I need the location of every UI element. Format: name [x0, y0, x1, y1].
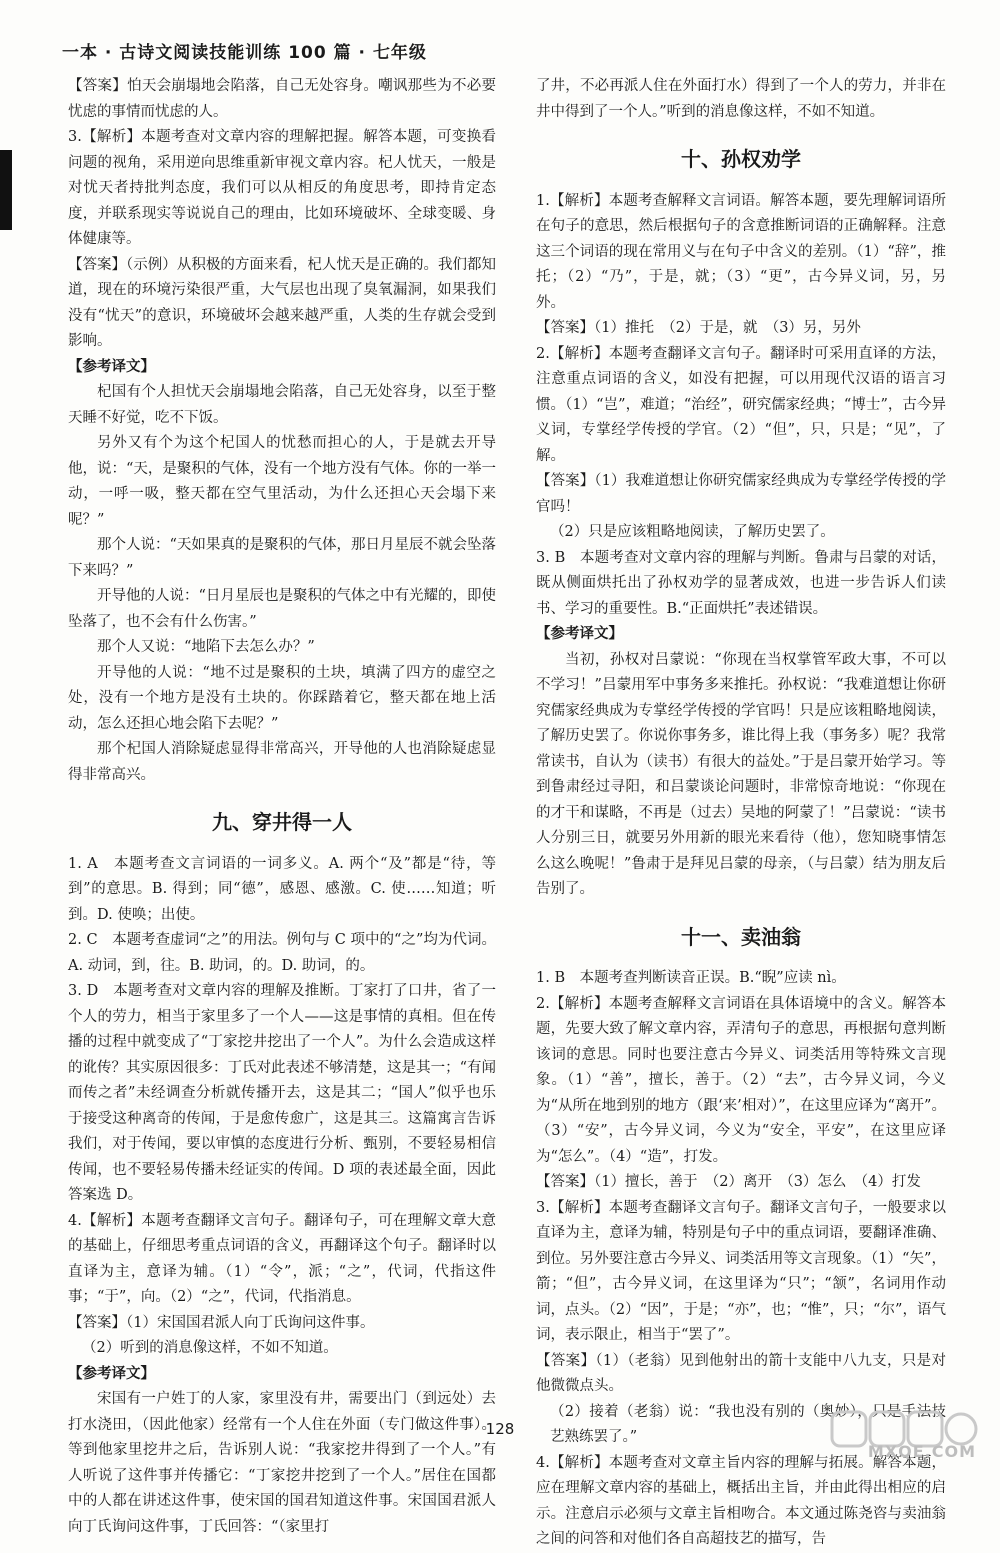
translation-heading: 【参考译文】	[68, 1365, 155, 1382]
answer-block: 了井，不必再派人住在外面打水）得到了一个人的劳力，并非在井中得到了一个人。”听到的消息像这样，不如不知道。	[536, 78, 946, 120]
page-number: 128	[485, 1420, 515, 1438]
translation-paragraph: 当初，孙权对吕蒙说：“你现在当权掌管军政大事，不可以不学习！”吕蒙用军中事务多来推托。孙权说：“我难道想让你研究儒家经典成为专掌经学传授的学官吗！只是应该粗略地阅读，了解历史罢了。你说你事务多，谁比得上我（事务多）呢？我常常读书，自认为（读书）有很大的益处。”于是吕蒙开始学习。等到鲁肃经过寻阳，和吕蒙谈论问题时，非常惊奇地说：“你现在的才干和谋略，不再是（过去）吴地的阿蒙了！”吕蒙说：“读书人分别三日，就要另外用新的眼光来看待（他），您知晓事情怎么这么晚呢！”鲁肃于是拜见吕蒙的母亲，（与吕蒙）结为朋友后告别了。	[536, 651, 946, 897]
section-title: 九、穿井得一人	[212, 810, 352, 834]
answer-block: 【答案】（1）擅长，善于 （2）离开 （3）怎么 （4）打发	[536, 1174, 921, 1190]
answer-block: 【答案】（1）推托 （2）于是，就 （3）另，另外	[536, 320, 861, 336]
answer-block: 【答案】（示例）从积极的方面来看，杞人忧天是正确的。我们都知道，现在的环境污染很严重，大气层也出现了臭氧漏洞，如果我们没有“忧天”的意识，环境破坏会越来越严重，人类的生存就会受到影响。	[68, 256, 496, 349]
translation-paragraph: 开导他的人说：“日月星辰也是聚积的气体之中有光耀的，即使坠落了，也不会有什么伤害。”	[68, 588, 496, 630]
section-title: 十、孙权劝学	[681, 147, 801, 171]
translation-paragraph: 那个杞国人消除疑虑显得非常高兴，开导他的人也消除疑虑显得非常高兴。	[68, 741, 496, 783]
answer-block: 【答案】（1）宋国国君派人向丁氏询问这件事。	[68, 1314, 375, 1331]
answer-block: 3.【解析】本题考查翻译文言句子。翻译文言句子，一般要求以直译为主，意译为辅，特别是句子中的重点词语，要翻译准确、到位。另外要注意古今异义、词类活用等文言现象。（1）“矢”，箭；“但”，古今异义词，在这里译为“只”；“颔”，名词用作动词，点头。（2）“因”，于是；“亦”，也；“惟”，只；“尔”，语气词，表示限止，相当于“罢了”。	[536, 1199, 946, 1343]
watermark-text: MXQE.COM	[867, 1442, 976, 1461]
binding-edge-mark	[0, 150, 12, 230]
answer-block: 1. A 本题考查文言词语的一词多义。A. 两个“及”都是“待，等到”的意思。B. 得到；同“德”，感恩、感激。C. 使……知道；听到。D. 使唤；出使。	[68, 855, 496, 923]
translation-paragraph: 开导他的人说：“地不过是聚积的土块，填满了四方的虚空之处，没有一个地方是没有土块的。你踩踏着它，整天都在地上活动，怎么还担心地会陷下去呢？”	[68, 664, 496, 732]
translation-paragraph: 杞国有个人担忧天会崩塌地会陷落，自己无处容身，以至于整天睡不好觉，吃不下饭。	[68, 384, 496, 426]
answer-block: 4.【解析】本题考查对文章主旨内容的理解与拓展。解答本题，应在理解文章内容的基础上，概括出主旨，并由此得出相应的启示。注意启示必须与文章主旨相吻合。本文通过陈尧咨与卖油翁之间的问答和对他们各自高超技艺的描写，告	[536, 1454, 946, 1547]
answer-block: 1.【解析】本题考查解释文言词语。解答本题，要先理解词语所在句子的意思，然后根据句子的含意推断词语的正确解释。注意这三个词语的现在常用义与在句子中含义的差别。（1）“辞”，推托；（2）“乃”，于是，就；（3）“更”，古今异义词，另，另外。	[536, 192, 946, 311]
translation-heading: 【参考译文】	[536, 626, 623, 642]
answer-line: （2）只是应该粗略地阅读，了解历史罢了。	[550, 524, 835, 540]
answer-block: 3. B 本题考查对文章内容的理解与判断。鲁肃与吕蒙的对话，既从侧面烘托出了孙权劝学的显著成效，也进一步告诉人们读书、学习的重要性。B.“正面烘托”表述错误。	[536, 549, 946, 617]
answer-line: （2）听到的消息像这样，不如不知道。	[82, 1340, 338, 1356]
translation-paragraph: 那个人又说：“地陷下去怎么办？”	[97, 639, 315, 655]
page-header: 一本 · 古诗文阅读技能训练 100 篇 · 七年级	[62, 43, 427, 63]
section-title: 十一、卖油翁	[681, 924, 801, 949]
answer-block: 1. B 本题考查判断读音正误。B.“睨”应读 nì。	[536, 970, 846, 986]
answer-block: 4.【解析】本题考查翻译文言句子。翻译句子，可在理解文章大意的基础上，仔细思考重点词语的含义，再翻译这个句子。翻译时以直译为主，意译为辅。（1）“令”，派；“之”，代词，代指这件事；“于”，向。（2）“之”，代词，代指消息。	[68, 1212, 496, 1305]
answer-line: （2）接着（老翁）说：“我也没有别的（奥妙），只是手法技艺熟练罢了。”	[550, 1403, 946, 1445]
answer-block: 3. D 本题考查对文章内容的理解及推断。丁家打了口井，省了一个人的劳力，相当于家里多了一个人——这是事情的真相。但在传播的过程中就变成了“丁家挖井挖出了一个人”。为什么会造成这样的讹传？其实原因很多：丁氏对此表述不够清楚，这是其一；“有闻而传之者”未经调查分析就传播开去，这是其二；“国人”似乎也乐于接受这种离奇的传闻，于是愈传愈广，这是其三。这篇寓言告诉我们，对于传闻，要以审慎的态度进行分析、甄别，不要轻易相信传闻，也不要轻易传播未经证实的传闻。D 项的表述最全面，因此答案选 D。	[68, 983, 496, 1203]
answer-block: 2. C 本题考查虚词“之”的用法。例句与 C 项中的“之”均为代词。A. 动词，到，往。B. 助词，的。D. 助词，的。	[68, 932, 496, 974]
translation-paragraph: 那个人说：“天如果真的是聚积的气体，那日月星辰不就会坠落下来吗？”	[68, 537, 496, 579]
answer-block: 2.【解析】本题考查翻译文言句子。翻译时可采用直译的方法，注意重点词语的含义，如没有把握，可以用现代汉语的语言习惯。（1）“岂”，难道；“治经”，研究儒家经典；“博士”，古今异义词，专掌经学传授的学官。（2）“但”，只，只是；“见”，了解。	[536, 345, 946, 464]
left-column	[68, 74, 496, 1540]
translation-paragraph: 宋国有一户姓丁的人家，家里没有井，需要出门（到远处）去打水浇田，（因此他家）经常有一个人住在外面（专门做这件事）。等到他家里挖井之后，告诉别人说：“我家挖井得到了一个人。”有人听说了这件事并传播它：“丁家挖井挖到了一个人。”居住在国都中的人都在讲述这件事，使宋国的国君知道这件事。宋国国君派人向丁氏询问这件事，丁氏回答：“（家里打	[68, 1391, 496, 1535]
translation-paragraph: 另外又有个为这个杞国人的忧愁而担心的人，于是就去开导他，说：“天，是聚积的气体，没有一个地方没有气体。你的一举一动，一呼一吸，整天都在空气里活动，为什么还担心天会塌下来呢？”	[68, 435, 496, 528]
right-column	[536, 74, 946, 1553]
answer-block: 【答案】怕天会崩塌地会陷落，自己无处容身。嘲讽那些为不必要忧虑的事情而忧虑的人。	[68, 78, 496, 120]
answer-block: 2.【解析】本题考查解释文言词语在具体语境中的含义。解答本题，先要大致了解文章内容，弄清句子的意思，再根据句意判断该词的意思。同时也要注意古今异义、词类活用等特殊文言现象。（1）“善”，擅长，善于。（2）“去”，古今异义词，今义为“从所在地到别的地方（跟‘来’相对）”，在这里应译为“离开”。（3）“安”，古今异义词，今义为“安全，平安”，在这里应译为“怎么”。（4）“造”，打发。	[536, 995, 946, 1165]
answer-block: 3.【解析】本题考查对文章内容的理解把握。解答本题，可变换看问题的视角，采用逆向思维重新审视文章内容。杞人忧天，一般是对忧天者持批判态度，我们可以从相反的角度思考，即持肯定态度，并联系现实等说说自己的理由，比如环境破坏、全球变暖、身体健康等。	[68, 129, 496, 247]
answer-block: 【答案】（1）（老翁）见到他射出的箭十支能中八九支，只是对他微微点头。	[536, 1352, 946, 1394]
translation-heading: 【参考译文】	[68, 358, 155, 375]
answer-block: 【答案】（1）我难道想让你研究儒家经典成为专掌经学传授的学官吗！	[536, 473, 946, 515]
